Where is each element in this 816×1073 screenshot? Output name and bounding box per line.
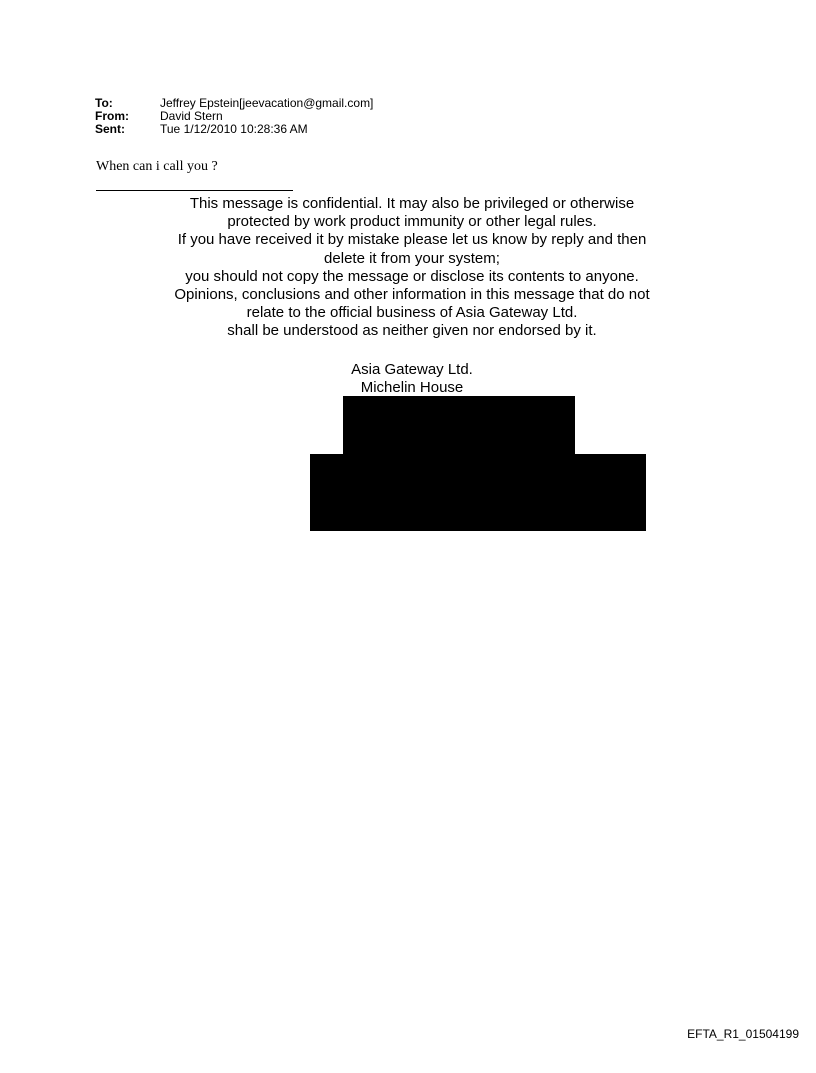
disclaimer-line: you should not copy the message or disclose its contents to anyone. [185,267,639,285]
sent-label: Sent: [95,122,125,136]
sent-value: Tue 1/12/2010 10:28:36 AM [160,122,308,136]
from-label: From: [95,109,129,123]
to-label: To: [95,96,113,110]
disclaimer-line: delete it from your system; [324,249,500,267]
confidentiality-disclaimer [112,195,712,341]
disclaimer-line: This message is confidential. It may also be privileged or otherwise [189,195,635,212]
disclaimer-line: Opinions, conclusions and other information in this message that do not [174,286,650,304]
document-id: EFTA_R1_01504199 [687,1027,799,1041]
redaction-block [343,396,575,454]
redaction-block [310,454,646,531]
disclaimer-line: protected by work product immunity or other legal rules. [227,213,597,231]
signature-divider [96,190,293,191]
disclaimer-line: If you have received it by mistake please let us know by reply and then [177,231,647,249]
disclaimer-line: shall be understood as neither given nor endorsed by it. [227,322,597,340]
disclaimer-line: relate to the official business of Asia Gateway Ltd. [246,304,578,322]
company-address: Michelin House [360,379,464,396]
company-signature [312,361,512,397]
email-body: When can i call you ? [96,159,218,174]
header-sent-row [95,123,373,136]
from-value: David Stern [160,109,223,123]
company-name: Asia Gateway Ltd. [351,361,473,378]
header-to-row [95,97,373,110]
email-header [95,97,373,136]
to-value: Jeffrey Epstein[jeevacation@gmail.com] [160,96,374,110]
